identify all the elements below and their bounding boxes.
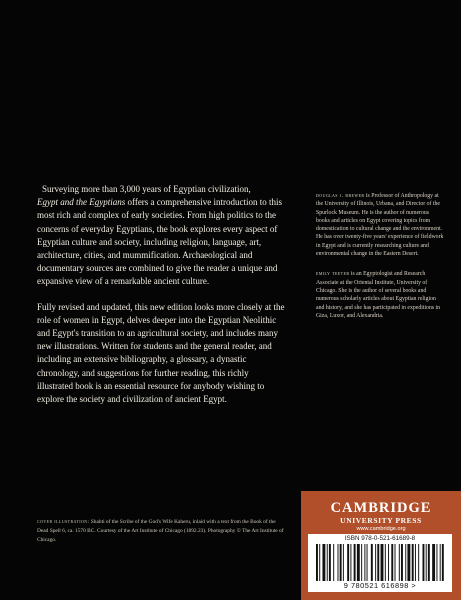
publisher-url: www.cambridge.org — [356, 526, 406, 532]
author-bio-teeter-text: is an Egyptologist and Research Associate at the Oriental Institute, University of Chicago. She is the author of several books and numerous scholarly articles about Egyptian religion and history, and she has participated in expeditions in Giza, Luxor, and Alexandria. — [316, 271, 441, 319]
blurb-p1-start: Surveying more than 3,000 years of Egyptian civilization, — [42, 184, 251, 194]
barcode-panel — [308, 534, 452, 592]
blurb-paragraph-2: Fully revised and updated, this new edition looks more closely at the role of women in Egypt, delves deeper into the Egyptian Neolithic and Egypt's transition to an agricultural society, and includes many new illustrations. Written for students and the general reader, and including an extensive bibliography, a glossary, a dynastic chronology, and suggestions for further reading, this richly illustrated book is an essential resource for anybody wishing to explore the society and civilization of ancient Egypt. — [37, 301, 285, 405]
isbn-label: ISBN 978-0-521-61689-8 — [344, 535, 416, 542]
author-bio-brewer — [316, 192, 444, 258]
author-bio-teeter — [316, 270, 444, 320]
barcode-icon — [316, 544, 444, 581]
author-bio-brewer-text: is Professor of Anthropology at the University of Illinois, Urbana, and Director of the Spurlock Museum. He is the author of numerous books and articles on Egypt covering topics from domestication to cultural change and the environment. He has over twenty-five years' experience of fieldwork in Egypt and is currently researching culture and environmental change in the Eastern Desert. — [316, 193, 444, 258]
publisher-name: CAMBRIDGE — [330, 500, 432, 516]
blurb-paragraph-1 — [37, 183, 285, 289]
back-cover-blurb — [37, 183, 285, 406]
barcode-quiet-zone-mark: > — [411, 581, 417, 590]
barcode-digits — [310, 581, 450, 590]
author-name-brewer: douglas j. brewer — [316, 193, 365, 199]
book-title-italic: Egypt and the Egyptians — [37, 197, 126, 208]
cover-credit-label: cover illustration: — [37, 519, 90, 525]
barcode-number: 9 780521 616898 — [343, 581, 409, 590]
author-name-teeter: emily teeter — [316, 271, 350, 278]
publisher-press: UNIVERSITY PRESS — [340, 516, 422, 525]
cover-credit-text: Shabti of the Scribe of the God's Wife Kaheru, inlaid with a text from the Book of the Dead Spell 6, ca. 1570 BC. Courtesy of the Art Institute of Chicago (1892.23). Photography © The Art Institute of Chicago. — [37, 519, 284, 543]
author-bios — [316, 192, 444, 320]
publisher-box — [301, 491, 461, 600]
cover-illustration-credit — [37, 518, 287, 544]
blurb-p1-rest: offers a comprehensive introduction to this most rich and complex of early societies. From high politics to the concerns of everyday Egyptians, the book explores every aspect of Egyptian culture and society, including religion, language, art, architecture, cities, and mummification. Archaeological and documentary sources are combined to give the reader a unique and expansive view of a remarkable ancient culture. — [37, 197, 283, 287]
